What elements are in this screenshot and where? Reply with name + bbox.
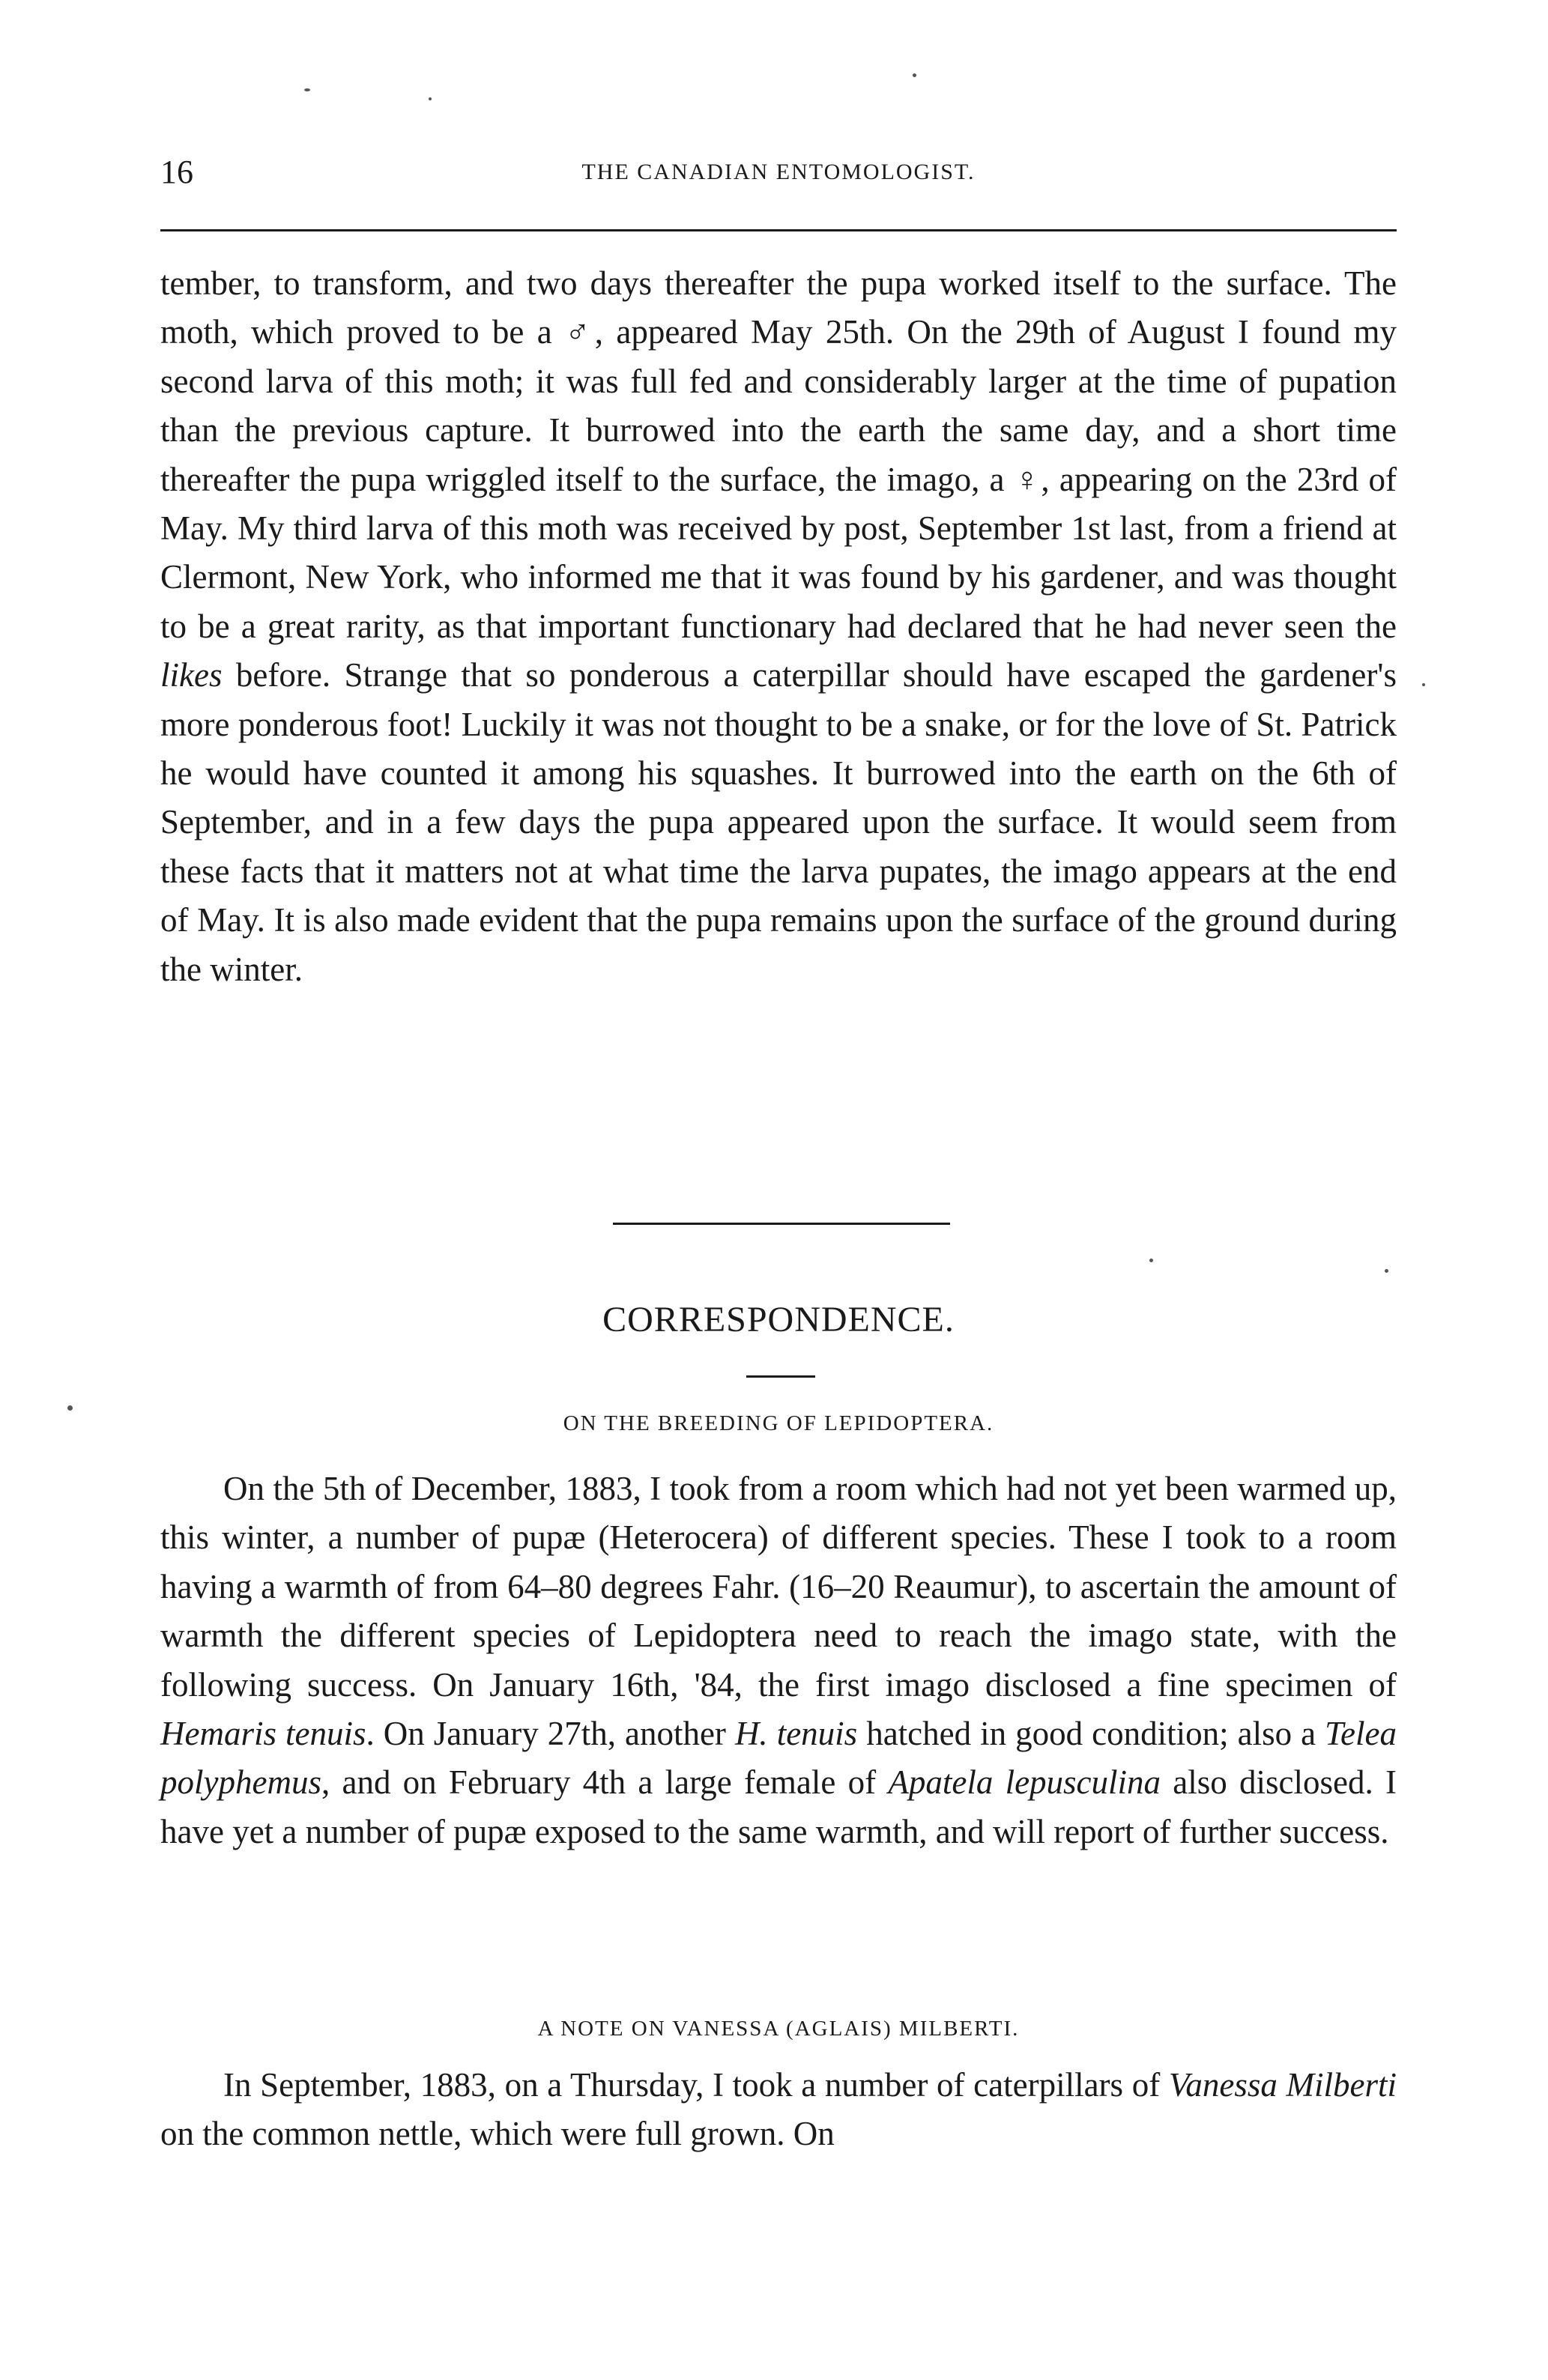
scan-speck — [429, 97, 432, 100]
letter-heading: ON THE BREEDING OF LEPIDOPTERA. — [563, 1411, 994, 1435]
text-run: , appearing on the 23rd of May. My third larva of this moth was received by post, September 1st last, from a friend at Clermont, New York, who informed me that it was found by his gardener, and was thought to be a great rarity, as that important functionary had declared that he had never seen the — [160, 460, 1397, 645]
letter-body — [160, 2061, 1397, 2159]
species-name: Vanessa Milberti — [1168, 2066, 1397, 2104]
text-run: on the common nettle, which were full grown. On — [160, 2115, 835, 2153]
species-name: Hemaris tenuis — [160, 1715, 366, 1753]
female-symbol: ♀ — [1014, 460, 1041, 498]
text-run: before. Strange that so ponderous a caterpillar should have escaped the gardener's more ponderous foot! Luckily it was not thought to be a snake, or for the love of St. Patrick he would have counted it among his squashes. It burrowed into the earth on the 6th of September, and in a few days the pupa appeared upon the surface. It would seem from these facts that it matters not at what time the larva pupates, the imago appears at the end of May. It is also made evident that the pupa remains upon the surface of the ground during the winter. — [160, 656, 1397, 988]
text-run: On the 5th of December, 1883, I took from a room which had not yet been warmed up, this winter, a number of pupæ (Heterocera) of different species. These I took to a room having a warmth of from 64–80 degrees Fahr. (16–20 Reaumur), to ascertain the amount of warmth the different species of Lepidoptera need to reach the imago state, with the following success. On January 16th, '84, the first imago disclosed a fine specimen of — [160, 1470, 1397, 1704]
text-run: , appeared May 25th. On the 29th of August I found my second larva of this moth; it was full fed and considerably larger at the time of pupation than the previous capture. It burrowed into the earth the same day, and a short time thereafter the pupa wriggled itself to the surface, the imago, a — [160, 313, 1397, 498]
male-symbol: ♂ — [564, 313, 595, 351]
text-run: also disclosed. I have yet a number of pupæ exposed to the same warmth, and will report of further success. — [160, 1763, 1397, 1850]
letter-heading: A NOTE ON VANESSA (AGLAIS) MILBERTI. — [537, 2017, 1020, 2041]
italic-term: likes — [160, 656, 223, 694]
running-head — [160, 150, 1397, 195]
species-name: H. tenuis — [734, 1715, 858, 1753]
section-divider — [613, 1223, 950, 1225]
text-run: hatched in good condition; also a — [857, 1715, 1325, 1753]
letter-body — [160, 1465, 1397, 1856]
journal-title: THE CANADIAN ENTOMOLOGIST. — [581, 160, 976, 184]
header-rule — [160, 229, 1397, 231]
scan-speck — [1149, 1259, 1153, 1262]
text-run: , and on February 4th a large female of — [321, 1763, 889, 1802]
continued-paragraph — [160, 259, 1397, 994]
scan-speck — [67, 1405, 73, 1411]
scan-speck — [1385, 1269, 1388, 1273]
scan-speck — [304, 88, 310, 91]
paragraph — [160, 2061, 1397, 2159]
paragraph — [160, 259, 1397, 994]
scan-speck — [913, 73, 916, 77]
scan-speck — [1422, 683, 1425, 686]
species-name: Telea polyphemus — [160, 1715, 1397, 1802]
section-heading: CORRESPONDENCE. — [602, 1300, 955, 1339]
text-run: . On January 27th, another — [366, 1715, 735, 1753]
text-run: tember, to transform, and two days thereafter the pupa worked itself to the surface. The moth, which proved to be a — [160, 264, 1397, 351]
paragraph — [160, 1465, 1397, 1856]
text-run: In September, 1883, on a Thursday, I took a number of caterpillars of — [223, 2066, 1169, 2104]
species-name: Apatela lepusculina — [888, 1763, 1161, 1802]
page-number: 16 — [160, 154, 193, 190]
heading-rule — [746, 1375, 815, 1378]
